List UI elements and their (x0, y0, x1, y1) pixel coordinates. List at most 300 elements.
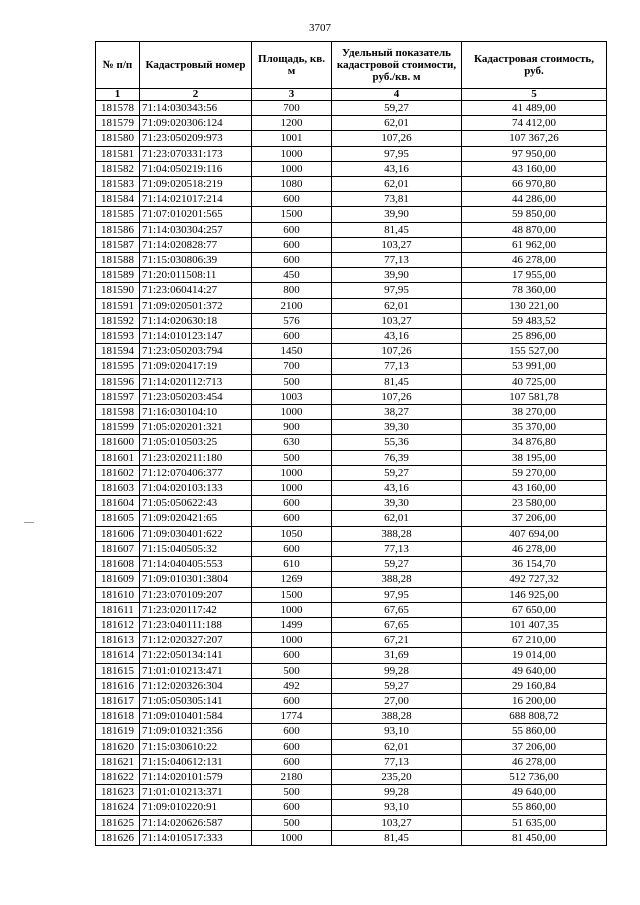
row-index: 181595 (96, 359, 140, 374)
rate-value: 103,27 (332, 313, 462, 328)
cost-value: 688 808,72 (462, 709, 607, 724)
header-cadastral-number: Кадастровый номер (140, 42, 252, 89)
rate-value: 39,30 (332, 496, 462, 511)
area-value: 600 (252, 222, 332, 237)
area-value: 600 (252, 693, 332, 708)
cadastral-number: 71:15:030806:39 (140, 253, 252, 268)
cost-value: 97 950,00 (462, 146, 607, 161)
table-row (96, 663, 607, 678)
margin-mark (24, 522, 34, 523)
row-index: 181607 (96, 541, 140, 556)
area-value: 576 (252, 313, 332, 328)
rate-value: 62,01 (332, 739, 462, 754)
table-row (96, 344, 607, 359)
cost-value: 51 635,00 (462, 815, 607, 830)
cadastral-number: 71:09:010321:356 (140, 724, 252, 739)
row-index: 181597 (96, 389, 140, 404)
cost-value: 41 489,00 (462, 101, 607, 116)
row-index: 181626 (96, 830, 140, 845)
area-value: 700 (252, 359, 332, 374)
cost-value: 44 286,00 (462, 192, 607, 207)
cadastral-number: 71:14:020626:587 (140, 815, 252, 830)
row-index: 181611 (96, 602, 140, 617)
header-row (96, 42, 607, 89)
cost-value: 29 160,84 (462, 678, 607, 693)
table-row (96, 693, 607, 708)
header-index: № п/п (96, 42, 140, 89)
cadastral-number: 71:01:010213:471 (140, 663, 252, 678)
row-index: 181588 (96, 253, 140, 268)
cadastral-number: 71:04:050219:116 (140, 161, 252, 176)
cadastral-number: 71:09:010401:584 (140, 709, 252, 724)
cost-value: 40 725,00 (462, 374, 607, 389)
area-value: 1080 (252, 177, 332, 192)
cadastral-number: 71:23:070331:173 (140, 146, 252, 161)
row-index: 181605 (96, 511, 140, 526)
rate-value: 81,45 (332, 374, 462, 389)
row-index: 181580 (96, 131, 140, 146)
area-value: 500 (252, 450, 332, 465)
cadastral-number: 71:09:030401:622 (140, 526, 252, 541)
rate-value: 77,13 (332, 541, 462, 556)
row-index: 181618 (96, 709, 140, 724)
rate-value: 97,95 (332, 283, 462, 298)
cadastral-number: 71:16:030104:10 (140, 405, 252, 420)
area-value: 1050 (252, 526, 332, 541)
area-value: 500 (252, 374, 332, 389)
rate-value: 107,26 (332, 389, 462, 404)
cadastral-number: 71:05:020201:321 (140, 420, 252, 435)
row-index: 181579 (96, 116, 140, 131)
cadastral-number: 71:23:050203:794 (140, 344, 252, 359)
rate-value: 388,28 (332, 526, 462, 541)
row-index: 181622 (96, 769, 140, 784)
rate-value: 43,16 (332, 481, 462, 496)
table-row (96, 557, 607, 572)
rate-value: 43,16 (332, 161, 462, 176)
cadastral-number: 71:14:020101:579 (140, 769, 252, 784)
table-row (96, 146, 607, 161)
table-row (96, 161, 607, 176)
cost-value: 61 962,00 (462, 237, 607, 252)
area-value: 1500 (252, 587, 332, 602)
table-row (96, 678, 607, 693)
cost-value: 66 970,80 (462, 177, 607, 192)
cost-value: 35 370,00 (462, 420, 607, 435)
cost-value: 107 367,26 (462, 131, 607, 146)
rate-value: 62,01 (332, 298, 462, 313)
row-index: 181623 (96, 785, 140, 800)
cadastral-number: 71:09:020421:65 (140, 511, 252, 526)
cost-value: 17 955,00 (462, 268, 607, 283)
cadastral-number: 71:14:010517:333 (140, 830, 252, 845)
area-value: 600 (252, 496, 332, 511)
cost-value: 46 278,00 (462, 754, 607, 769)
row-index: 181617 (96, 693, 140, 708)
rate-value: 59,27 (332, 465, 462, 480)
cost-value: 46 278,00 (462, 253, 607, 268)
row-index: 181610 (96, 587, 140, 602)
table-row (96, 709, 607, 724)
rate-value: 31,69 (332, 648, 462, 663)
table-row (96, 237, 607, 252)
row-index: 181598 (96, 405, 140, 420)
column-number: 1 (96, 89, 140, 101)
rate-value: 43,16 (332, 329, 462, 344)
cost-value: 36 154,70 (462, 557, 607, 572)
row-index: 181621 (96, 754, 140, 769)
cost-value: 53 991,00 (462, 359, 607, 374)
cost-value: 38 270,00 (462, 405, 607, 420)
cost-value: 16 200,00 (462, 693, 607, 708)
table-row (96, 830, 607, 845)
rate-value: 81,45 (332, 222, 462, 237)
table-row (96, 754, 607, 769)
table-row (96, 785, 607, 800)
column-number: 4 (332, 89, 462, 101)
cost-value: 81 450,00 (462, 830, 607, 845)
area-value: 1003 (252, 389, 332, 404)
area-value: 1000 (252, 161, 332, 176)
cost-value: 59 270,00 (462, 465, 607, 480)
area-value: 900 (252, 420, 332, 435)
rate-value: 62,01 (332, 511, 462, 526)
area-value: 1000 (252, 146, 332, 161)
cost-value: 101 407,35 (462, 617, 607, 632)
area-value: 1001 (252, 131, 332, 146)
rate-value: 97,95 (332, 587, 462, 602)
cost-value: 512 736,00 (462, 769, 607, 784)
cadastral-number: 71:20:011508:11 (140, 268, 252, 283)
header-rate: Удельный показатель кадастровой стоимости, руб./кв. м (332, 42, 462, 89)
cost-value: 38 195,00 (462, 450, 607, 465)
area-value: 2180 (252, 769, 332, 784)
area-value: 1000 (252, 830, 332, 845)
table-row (96, 496, 607, 511)
cost-value: 107 581,78 (462, 389, 607, 404)
row-index: 181604 (96, 496, 140, 511)
row-index: 181602 (96, 465, 140, 480)
rate-value: 27,00 (332, 693, 462, 708)
table-row (96, 541, 607, 556)
row-index: 181603 (96, 481, 140, 496)
cadastral-number: 71:05:050622:43 (140, 496, 252, 511)
header-area: Площадь, кв. м (252, 42, 332, 89)
cost-value: 49 640,00 (462, 785, 607, 800)
area-value: 600 (252, 724, 332, 739)
cost-value: 34 876,80 (462, 435, 607, 450)
cadastral-number: 71:14:030304:257 (140, 222, 252, 237)
table-row (96, 283, 607, 298)
rate-value: 67,21 (332, 633, 462, 648)
cadastral-number: 71:15:030610:22 (140, 739, 252, 754)
table-row (96, 298, 607, 313)
rate-value: 55,36 (332, 435, 462, 450)
area-value: 1450 (252, 344, 332, 359)
row-index: 181599 (96, 420, 140, 435)
cadastral-number: 71:09:010301:3804 (140, 572, 252, 587)
cadastral-number: 71:23:060414:27 (140, 283, 252, 298)
table-row (96, 800, 607, 815)
table-row (96, 769, 607, 784)
table-row (96, 177, 607, 192)
cost-value: 49 640,00 (462, 663, 607, 678)
area-value: 1269 (252, 572, 332, 587)
cadastral-number: 71:14:010123:147 (140, 329, 252, 344)
row-index: 181601 (96, 450, 140, 465)
rate-value: 76,39 (332, 450, 462, 465)
rate-value: 59,27 (332, 678, 462, 693)
cadastral-number: 71:09:020501:372 (140, 298, 252, 313)
cadastral-number: 71:09:020306:124 (140, 116, 252, 131)
row-index: 181586 (96, 222, 140, 237)
cost-value: 25 896,00 (462, 329, 607, 344)
row-index: 181616 (96, 678, 140, 693)
area-value: 600 (252, 800, 332, 815)
cadastral-number: 71:07:010201:565 (140, 207, 252, 222)
cost-value: 146 925,00 (462, 587, 607, 602)
cost-value: 78 360,00 (462, 283, 607, 298)
cadastral-number: 71:12:020326:304 (140, 678, 252, 693)
cadastral-number: 71:12:020327:207 (140, 633, 252, 648)
rate-value: 59,27 (332, 101, 462, 116)
area-value: 600 (252, 648, 332, 663)
rate-value: 99,28 (332, 785, 462, 800)
column-number: 5 (462, 89, 607, 101)
row-index: 181581 (96, 146, 140, 161)
area-value: 600 (252, 329, 332, 344)
rate-value: 107,26 (332, 131, 462, 146)
table-row (96, 617, 607, 632)
cost-value: 43 160,00 (462, 161, 607, 176)
row-index: 181624 (96, 800, 140, 815)
area-value: 450 (252, 268, 332, 283)
row-index: 181608 (96, 557, 140, 572)
rate-value: 39,30 (332, 420, 462, 435)
row-index: 181609 (96, 572, 140, 587)
rate-value: 99,28 (332, 663, 462, 678)
cadastral-number: 71:05:050305:141 (140, 693, 252, 708)
area-value: 1000 (252, 405, 332, 420)
area-value: 700 (252, 101, 332, 116)
cadastral-number: 71:12:070406:377 (140, 465, 252, 480)
row-index: 181590 (96, 283, 140, 298)
area-value: 600 (252, 739, 332, 754)
cadastral-number: 71:14:020112:713 (140, 374, 252, 389)
page-number: 3707 (309, 22, 331, 34)
table-row (96, 526, 607, 541)
rate-value: 38,27 (332, 405, 462, 420)
area-value: 1000 (252, 633, 332, 648)
cost-value: 48 870,00 (462, 222, 607, 237)
rate-value: 67,65 (332, 602, 462, 617)
cost-value: 55 860,00 (462, 800, 607, 815)
cadastral-number: 71:05:010503:25 (140, 435, 252, 450)
rate-value: 235,20 (332, 769, 462, 784)
row-index: 181582 (96, 161, 140, 176)
cadastral-number: 71:23:040111:188 (140, 617, 252, 632)
rate-value: 62,01 (332, 177, 462, 192)
cost-value: 67 210,00 (462, 633, 607, 648)
row-index: 181596 (96, 374, 140, 389)
cost-value: 67 650,00 (462, 602, 607, 617)
area-value: 600 (252, 192, 332, 207)
row-index: 181606 (96, 526, 140, 541)
row-index: 181583 (96, 177, 140, 192)
row-index: 181587 (96, 237, 140, 252)
table-row (96, 329, 607, 344)
cost-value: 407 694,00 (462, 526, 607, 541)
cadastral-number: 71:14:021017:214 (140, 192, 252, 207)
area-value: 500 (252, 663, 332, 678)
row-index: 181615 (96, 663, 140, 678)
area-value: 630 (252, 435, 332, 450)
row-index: 181589 (96, 268, 140, 283)
area-value: 1000 (252, 465, 332, 480)
cadastral-number: 71:09:010220:91 (140, 800, 252, 815)
column-number: 2 (140, 89, 252, 101)
cadastral-number: 71:22:050134:141 (140, 648, 252, 663)
row-index: 181585 (96, 207, 140, 222)
table-row (96, 313, 607, 328)
rate-value: 103,27 (332, 237, 462, 252)
row-index: 181591 (96, 298, 140, 313)
cost-value: 130 221,00 (462, 298, 607, 313)
rate-value: 77,13 (332, 253, 462, 268)
row-index: 181584 (96, 192, 140, 207)
area-value: 600 (252, 511, 332, 526)
area-value: 800 (252, 283, 332, 298)
cost-value: 74 412,00 (462, 116, 607, 131)
table-row (96, 192, 607, 207)
column-number: 3 (252, 89, 332, 101)
table-row (96, 602, 607, 617)
table-row (96, 815, 607, 830)
rate-value: 62,01 (332, 116, 462, 131)
row-index: 181578 (96, 101, 140, 116)
area-value: 1000 (252, 481, 332, 496)
rate-value: 81,45 (332, 830, 462, 845)
area-value: 1000 (252, 602, 332, 617)
cadastral-number: 71:01:010213:371 (140, 785, 252, 800)
area-value: 1500 (252, 207, 332, 222)
row-index: 181593 (96, 329, 140, 344)
cadastral-number: 71:23:020211:180 (140, 450, 252, 465)
table-row (96, 648, 607, 663)
cadastral-number: 71:15:040612:131 (140, 754, 252, 769)
table-row (96, 587, 607, 602)
cadastral-number: 71:23:070109:207 (140, 587, 252, 602)
cost-value: 37 206,00 (462, 739, 607, 754)
area-value: 1774 (252, 709, 332, 724)
rate-value: 73,81 (332, 192, 462, 207)
area-value: 1200 (252, 116, 332, 131)
cost-value: 59 483,52 (462, 313, 607, 328)
table-row (96, 207, 607, 222)
cadastral-number: 71:14:020828:77 (140, 237, 252, 252)
area-value: 600 (252, 253, 332, 268)
table-row (96, 359, 607, 374)
header-cost: Кадастровая стоимость, руб. (462, 42, 607, 89)
rate-value: 388,28 (332, 709, 462, 724)
area-value: 1499 (252, 617, 332, 632)
table-row (96, 435, 607, 450)
cost-value: 59 850,00 (462, 207, 607, 222)
cost-value: 43 160,00 (462, 481, 607, 496)
cadastral-number: 71:09:020417:19 (140, 359, 252, 374)
area-value: 500 (252, 785, 332, 800)
table-row (96, 405, 607, 420)
row-index: 181600 (96, 435, 140, 450)
row-index: 181612 (96, 617, 140, 632)
rate-value: 39,90 (332, 207, 462, 222)
rate-value: 77,13 (332, 754, 462, 769)
cadastral-number: 71:23:050203:454 (140, 389, 252, 404)
row-index: 181620 (96, 739, 140, 754)
cost-value: 155 527,00 (462, 344, 607, 359)
cost-value: 46 278,00 (462, 541, 607, 556)
area-value: 2100 (252, 298, 332, 313)
cadastral-table (95, 41, 607, 846)
table-row (96, 268, 607, 283)
area-value: 500 (252, 815, 332, 830)
cost-value: 37 206,00 (462, 511, 607, 526)
area-value: 600 (252, 237, 332, 252)
table-row (96, 222, 607, 237)
cadastral-number: 71:09:020518:219 (140, 177, 252, 192)
rate-value: 107,26 (332, 344, 462, 359)
table-row (96, 420, 607, 435)
table-row (96, 511, 607, 526)
cadastral-number: 71:14:040405:553 (140, 557, 252, 572)
cadastral-number: 71:15:040505:32 (140, 541, 252, 556)
rate-value: 388,28 (332, 572, 462, 587)
rate-value: 59,27 (332, 557, 462, 572)
table-row (96, 116, 607, 131)
table-row (96, 253, 607, 268)
rate-value: 77,13 (332, 359, 462, 374)
table-row (96, 633, 607, 648)
area-value: 492 (252, 678, 332, 693)
rate-value: 67,65 (332, 617, 462, 632)
table-row (96, 481, 607, 496)
cost-value: 492 727,32 (462, 572, 607, 587)
row-index: 181619 (96, 724, 140, 739)
cost-value: 55 860,00 (462, 724, 607, 739)
area-value: 610 (252, 557, 332, 572)
table-row (96, 131, 607, 146)
rate-value: 97,95 (332, 146, 462, 161)
table-row (96, 101, 607, 116)
table-row (96, 724, 607, 739)
area-value: 600 (252, 541, 332, 556)
rate-value: 103,27 (332, 815, 462, 830)
rate-value: 93,10 (332, 724, 462, 739)
table-row (96, 572, 607, 587)
cadastral-number: 71:14:030343:56 (140, 101, 252, 116)
rate-value: 39,90 (332, 268, 462, 283)
cadastral-number: 71:23:020117:42 (140, 602, 252, 617)
table-row (96, 389, 607, 404)
row-index: 181613 (96, 633, 140, 648)
row-index: 181594 (96, 344, 140, 359)
cadastral-number: 71:23:050209:973 (140, 131, 252, 146)
cost-value: 23 580,00 (462, 496, 607, 511)
table-row (96, 465, 607, 480)
table-row (96, 374, 607, 389)
table-row (96, 450, 607, 465)
rate-value: 93,10 (332, 800, 462, 815)
